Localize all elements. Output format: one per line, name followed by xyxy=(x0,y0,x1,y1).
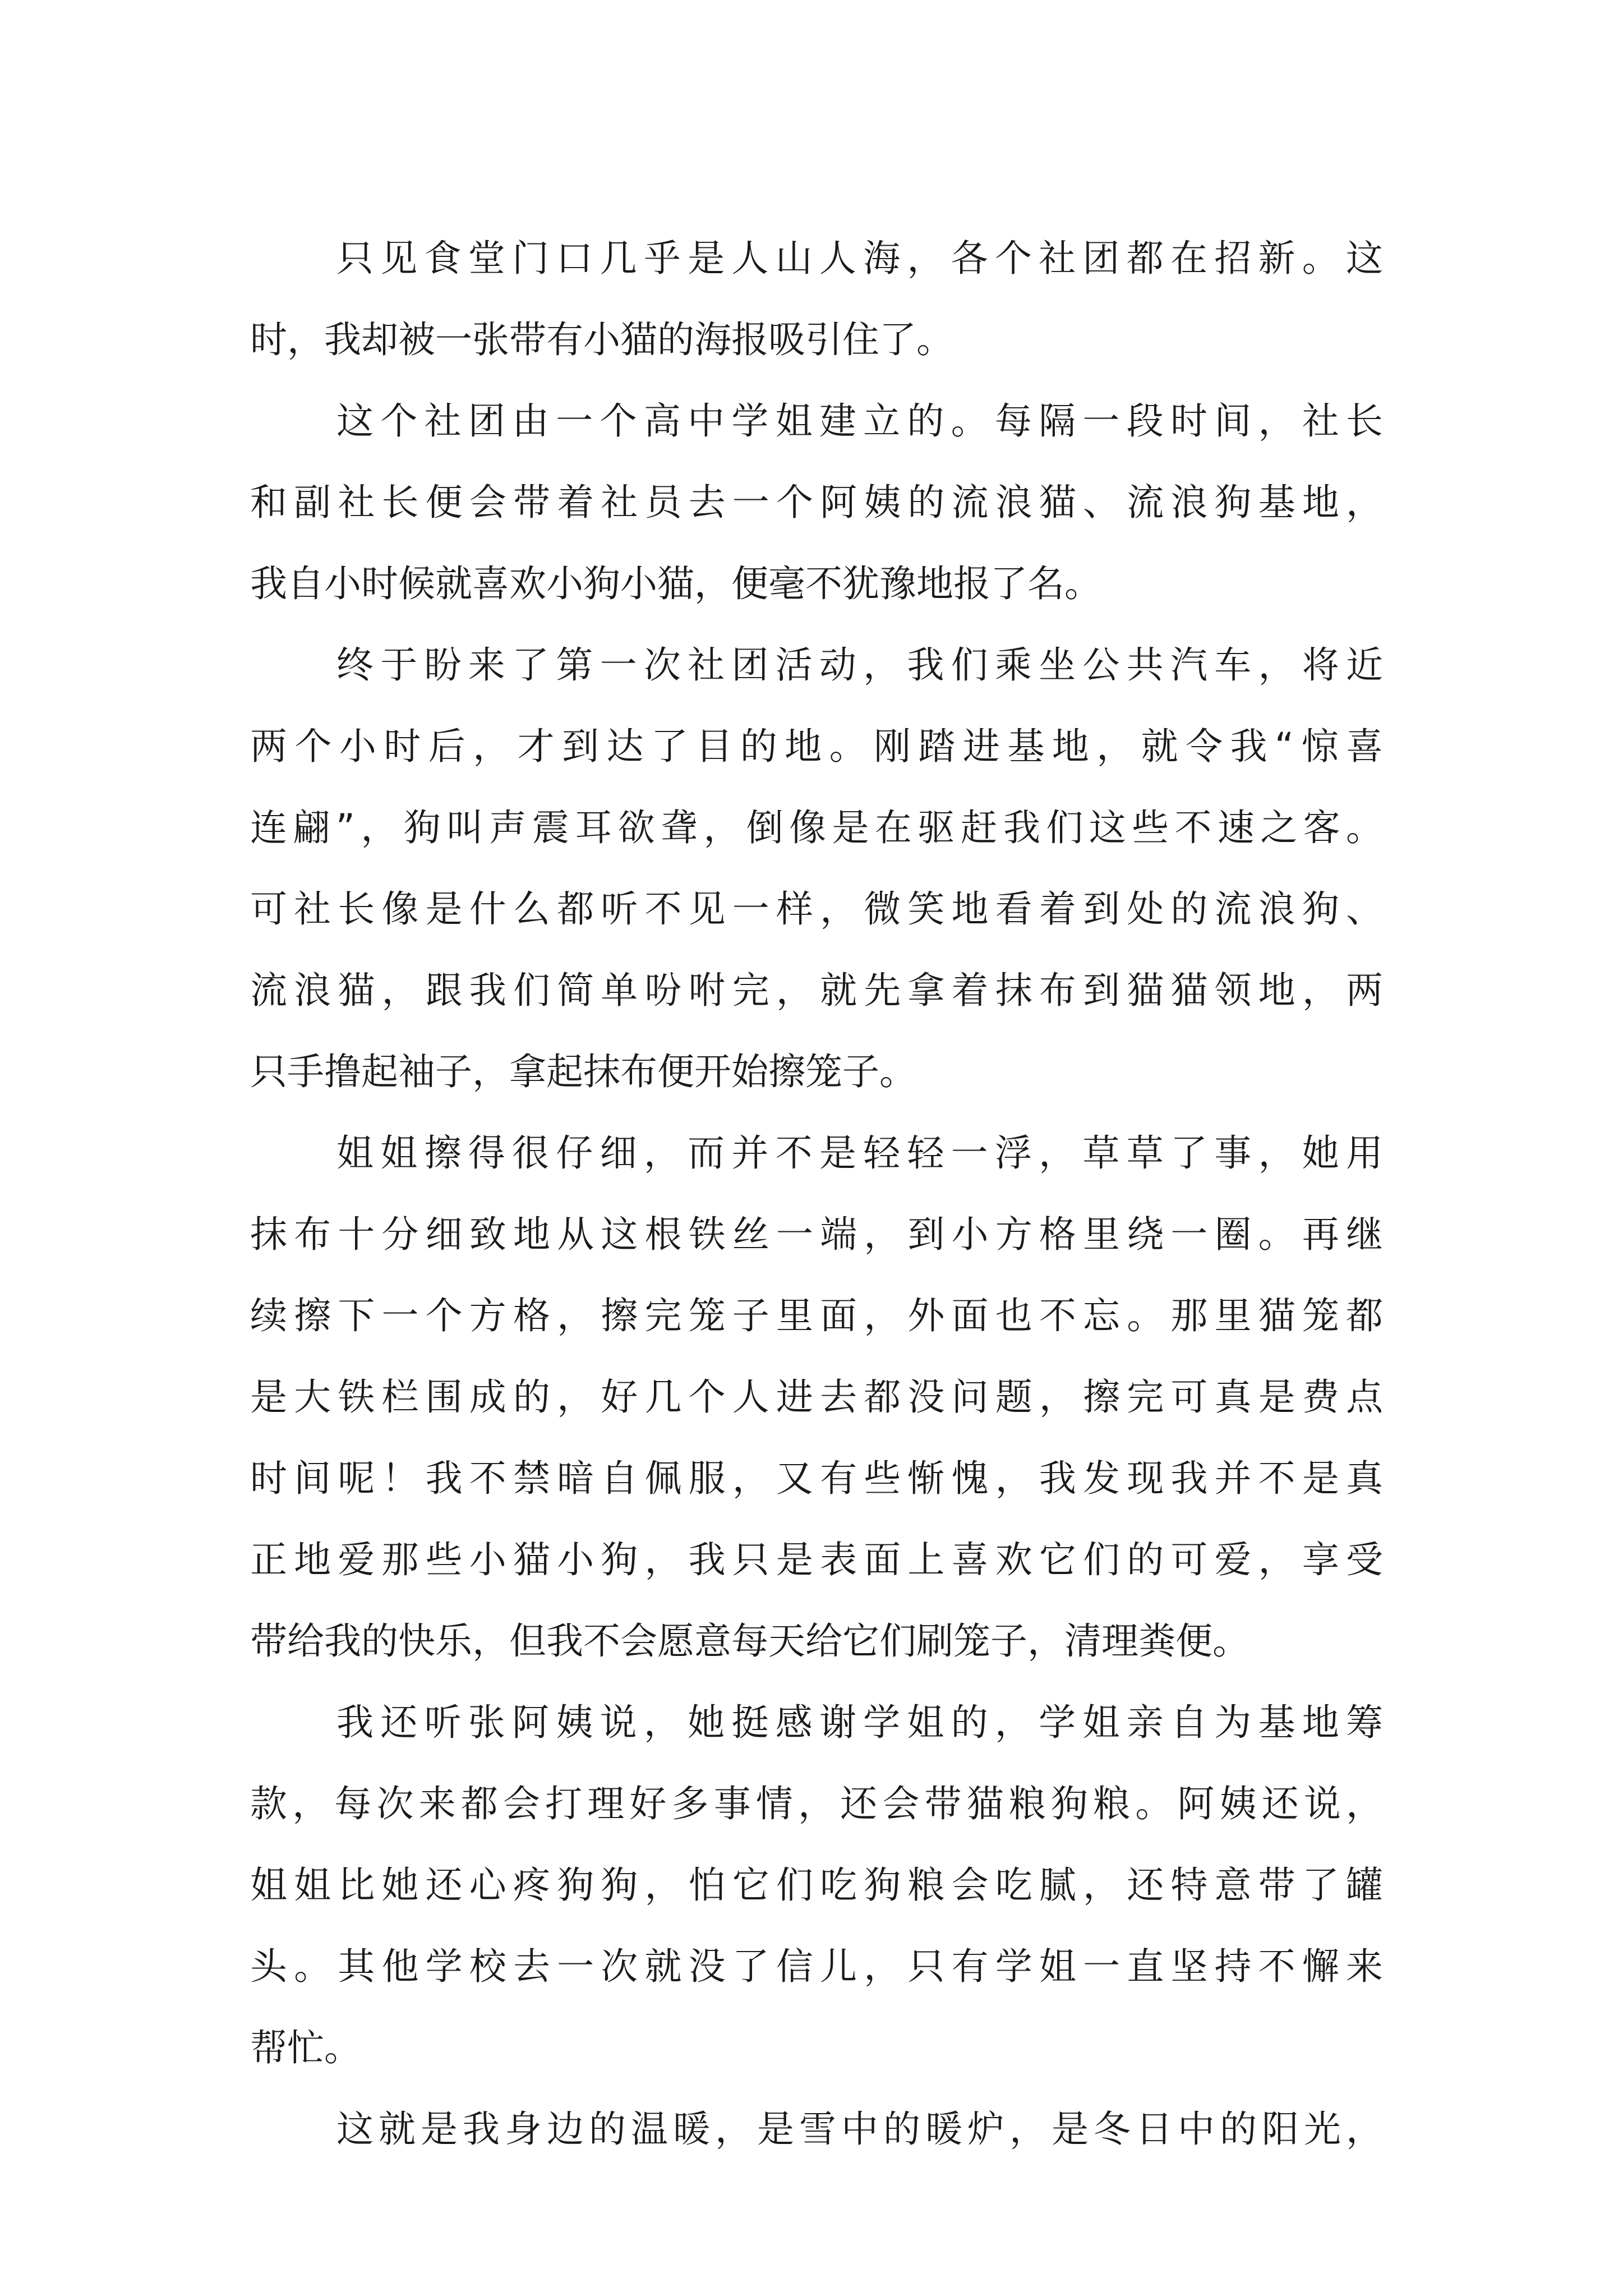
text-line: 姐姐擦得很仔细，而并不是轻轻一浮，草草了事，她用 xyxy=(336,1131,1383,1175)
body-text xyxy=(250,218,1383,2170)
text-line: 连翩”，狗叫声震耳欲聋，倒像是在驱赶我们这些不速之客。 xyxy=(250,806,1383,849)
text-line: 抹布十分细致地从这根铁丝一端，到小方格里绕一圈。再继 xyxy=(250,1213,1383,1256)
text-line: 帮忙。 xyxy=(250,2026,361,2069)
text-line: 时，我却被一张带有小猫的海报吸引住了。 xyxy=(250,318,953,361)
text-line: 时间呢！我不禁暗自佩服，又有些惭愧，我发现我并不是真 xyxy=(250,1457,1383,1500)
text-line: 款，每次来都会打理好多事情，还会带猫粮狗粮。阿姨还说， xyxy=(250,1782,1383,1825)
text-line: 只手撸起袖子，拿起抹布便开始擦笼子。 xyxy=(250,1050,916,1093)
text-line: 姐姐比她还心疼狗狗，怕它们吃狗粮会吃腻，还特意带了罐 xyxy=(250,1864,1383,1907)
text-line: 两个小时后，才到达了目的地。刚踏进基地，就令我“惊喜 xyxy=(250,725,1383,768)
text-line: 续擦下一个方格，擦完笼子里面，外面也不忘。那里猫笼都 xyxy=(250,1294,1383,1337)
text-line: 这个社团由一个高中学姐建立的。每隔一段时间，社长 xyxy=(336,399,1383,443)
text-line: 正地爱那些小猫小狗，我只是表面上喜欢它们的可爱，享受 xyxy=(250,1538,1383,1581)
text-line: 我自小时候就喜欢小狗小猫，便毫不犹豫地报了名。 xyxy=(250,562,1101,605)
text-line: 和副社长便会带着社员去一个阿姨的流浪猫、流浪狗基地， xyxy=(250,481,1383,524)
text-line: 是大铁栏围成的，好几个人进去都没问题，擦完可真是费点 xyxy=(250,1375,1383,1419)
text-line: 可社长像是什么都听不见一样，微笑地看着到处的流浪狗、 xyxy=(250,887,1383,931)
text-line: 流浪猫，跟我们简单吩咐完，就先拿着抹布到猫猫领地，两 xyxy=(250,969,1383,1012)
text-line: 只见食堂门口几乎是人山人海，各个社团都在招新。这 xyxy=(336,237,1383,280)
text-line: 带给我的快乐，但我不会愿意每天给它们刷笼子，清理粪便。 xyxy=(250,1619,1249,1663)
text-line: 头。其他学校去一次就没了信儿，只有学姐一直坚持不懈来 xyxy=(250,1945,1383,1988)
text-line: 终于盼来了第一次社团活动，我们乘坐公共汽车，将近 xyxy=(336,643,1383,687)
text-line: 这就是我身边的温暖，是雪中的暖炉，是冬日中的阳光， xyxy=(336,2108,1383,2151)
text-line: 我还听张阿姨说，她挺感谢学姐的，学姐亲自为基地筹 xyxy=(336,1701,1383,1744)
